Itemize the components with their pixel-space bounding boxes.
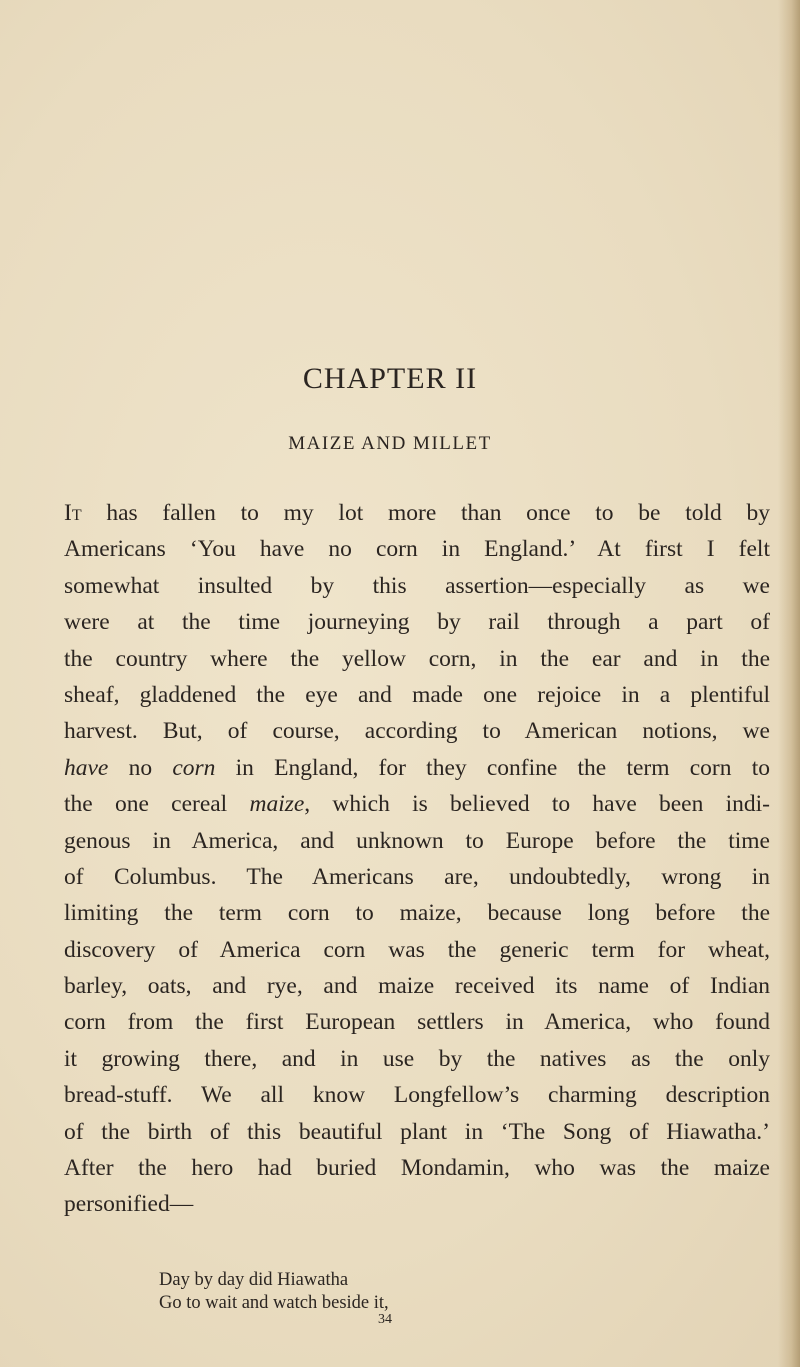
paragraph-line: limiting the term corn to maize, because long before the (64, 900, 770, 927)
paragraph-line: have no corn in England, for they confine the term corn to (64, 754, 771, 781)
paragraph-line: It has fallen to my lot more than once to be told by (64, 500, 770, 526)
page-number: 34 (378, 1312, 392, 1327)
paragraph-line: of Columbus. The Americans are, undoubtedly, wrong in (64, 863, 770, 890)
paragraph-line: After the hero had buried Mondamin, who was the maize (64, 1155, 770, 1182)
paragraph-line: harvest. But, of course, according to American notions, we (64, 718, 770, 745)
paragraph-line: somewhat insulted by this assertion—especially as we (64, 572, 770, 599)
chapter-heading: CHAPTER II (302, 362, 478, 395)
paragraph-line: sheaf, gladdened the eye and made one rejoice in a plentiful (64, 681, 770, 708)
verse-line: Go to wait and watch beside it, (159, 1293, 389, 1313)
paragraph-line: it growing there, and in use by the natives as the only (64, 1045, 770, 1072)
paragraph-line: corn from the first European settlers in America, who found (64, 1009, 770, 1036)
paragraph-line: bread-stuff. We all know Longfellow’s charming description (64, 1082, 770, 1109)
page-edge-shadow (778, 0, 800, 1367)
paragraph-line: barley, oats, and rye, and maize received its name of Indian (64, 973, 770, 1000)
chapter-title: MAIZE AND MILLET (288, 433, 492, 454)
paragraph-line: Americans ‘You have no corn in England.’ At first I felt (64, 536, 770, 563)
verse-quotation (159, 1269, 389, 1315)
body-paragraph (64, 495, 770, 1223)
paragraph-line: discovery of America corn was the generic term for wheat, (64, 936, 770, 963)
paragraph-line: the one cereal maize, which is believed to have been indi- (64, 791, 770, 818)
verse-line: Day by day did Hiawatha (159, 1270, 349, 1290)
paragraph-line: genous in America, and unknown to Europe before the time (64, 827, 770, 854)
paragraph-line: were at the time journeying by rail through a part of (64, 609, 770, 636)
paragraph-line: personified— (64, 1191, 194, 1218)
paragraph-line: of the birth of this beautiful plant in ‘The Song of Hiawatha.’ (64, 1118, 770, 1145)
paragraph-line: the country where the yellow corn, in the ear and in the (64, 645, 770, 672)
